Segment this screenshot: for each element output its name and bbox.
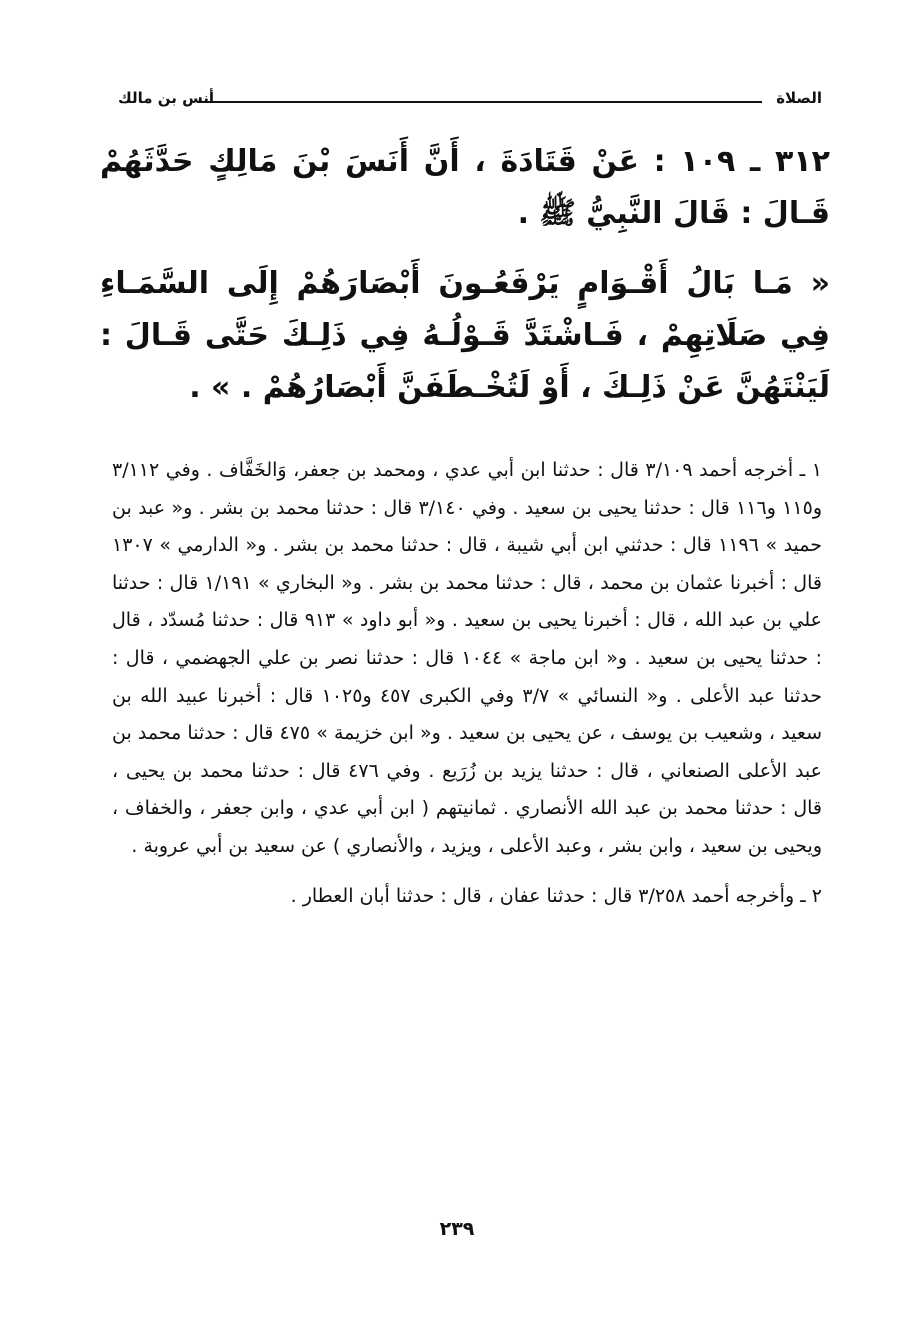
footnote-1: ١ ـ أخرجه أحمد ٣/١٠٩ قال : حدثنا ابن أبي عدي ، ومحمد بن جعفر، وَالخَفَّاف . وفي ٣/١١٢ و١١٥ و١١٦ قال : حدثنا يحيى بن سعيد . وفي ٣/١٤٠ قال : حدثنا محمد بن بشر . و« عبد بن حميد » ١١٩٦ قال : حدثني ابن أبي شيبة ، قال : حدثنا محمد بن بشر . و« الدارمي » ١٣٠٧ قال : أخبرنا عثمان بن محمد ، قال : حدثنا محمد بن بشر . و« البخاري » ١/١٩١ قال : حدثنا علي بن عبد الله ، قال : أخبرنا يحيى بن سعيد . و« أبو داود » ٩١٣ قال : حدثنا مُسدّد ، قال : حدثنا يحيى بن سعيد . و« ابن ماجة » ١٠٤٤ قال : حدثنا نصر بن علي الجهضمي ، قال : حدثنا عبد الأعلى . و« النسائي » ٣/٧ وفي الكبرى ٤٥٧ و١٠٢٥ قال : أخبرنا عبيد الله بن سعيد ، وشعيب بن يوسف ، عن يحيى بن سعيد . و« ابن خزيمة » ٤٧٥ قال : حدثنا محمد بن عبد الأعلى الصنعاني ، قال : حدثنا يزيد بن زُرَيع . وفي ٤٧٦ قال : حدثنا محمد بن يحيى ، قال : حدثنا محمد بن عبد الله الأنصاري . ثمانيتهم ( ابن أبي عدي ، وابن جعفر ، والخفاف ، ويحيى بن سعيد ، وابن بشر ، وعبد الأعلى ، ويزيد ، والأنصاري ) عن سعيد بن أبي عروبة .: [112, 459, 823, 857]
takhrij-notes: [112, 452, 822, 915]
header-rule: [198, 101, 762, 103]
chapter-title: الصلاة: [776, 89, 822, 107]
page-number: ٢٣٩: [439, 1218, 475, 1240]
running-header: [118, 88, 822, 114]
hadith-text: [100, 136, 830, 414]
hadith-matn: « مَـا بَالُ أَقْـوَامٍ يَرْفَعُـونَ أَبْصَارَهُمْ إِلَى السَّمَـاءِ فِي صَلَاتِهِمْ ، فَـاشْتَدَّ قَـوْلُـهُ فِي ذَلِـكَ حَتَّى قَـالَ : لَيَنْتَهُنَّ عَنْ ذَلِـكَ ، أَوْ لَتُخْـطَفَنَّ أَبْصَارُهُمْ . » .: [100, 266, 830, 405]
hadith-isnad: ٣١٢ ـ ١٠٩ : عَنْ قَتَادَةَ ، أَنَّ أَنَسَ بْنَ مَالِكٍ حَدَّثَهُمْ قَـالَ : قَالَ النَّبِيُّ ﷺ .: [100, 144, 830, 231]
footnote-2: ٢ ـ وأخرجه أحمد ٣/٢٥٨ قال : حدثنا عفان ، قال : حدثنا أبان العطار .: [290, 884, 822, 907]
narrator-title: أنس بن مالك: [118, 89, 215, 107]
